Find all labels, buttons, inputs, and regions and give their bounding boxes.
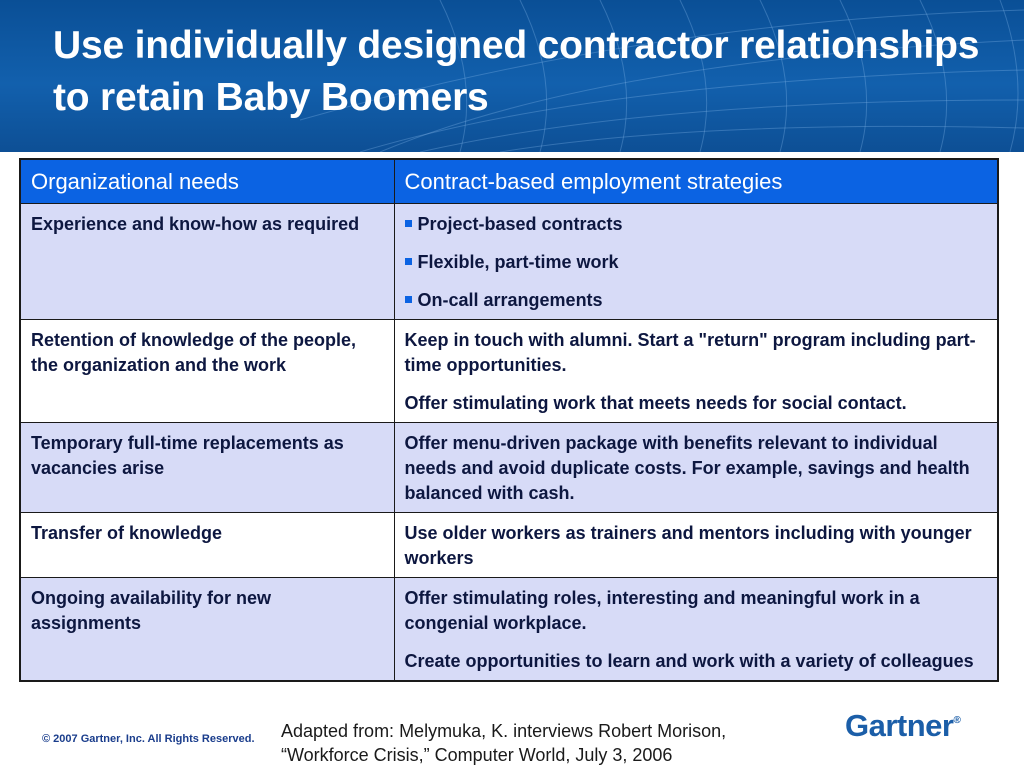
column-header-needs: Organizational needs bbox=[20, 159, 394, 204]
need-cell: Retention of knowledge of the people, the organization and the work bbox=[20, 320, 394, 423]
slide-title: Use individually designed contractor relationships to retain Baby Boomers bbox=[53, 24, 980, 119]
strategy-cell bbox=[394, 320, 998, 423]
need-cell: Transfer of knowledge bbox=[20, 513, 394, 578]
gartner-logo bbox=[845, 708, 960, 744]
square-bullet-icon bbox=[405, 220, 412, 227]
copyright-notice: © 2007 Gartner, Inc. All Rights Reserved. bbox=[42, 733, 255, 745]
strategy-bullet: On-call arrangements bbox=[405, 288, 988, 313]
strategy-cell bbox=[394, 578, 998, 682]
header-banner bbox=[0, 0, 1024, 152]
square-bullet-icon bbox=[405, 296, 412, 303]
logo-text: Gartner bbox=[845, 708, 954, 743]
table-row bbox=[20, 578, 998, 682]
strategy-cell bbox=[394, 423, 998, 513]
table-row bbox=[20, 423, 998, 513]
strategy-paragraph: Create opportunities to learn and work with a variety of colleagues bbox=[404, 651, 974, 671]
table-row bbox=[20, 204, 998, 320]
source-line-1: Adapted from: Melymuka, K. interviews Robert Morison, bbox=[281, 721, 727, 741]
strategy-paragraph: Offer stimulating roles, interesting and meaningful work in a congenial workplace. bbox=[404, 588, 920, 633]
strategy-paragraph: Use older workers as trainers and mentors including with younger workers bbox=[404, 523, 972, 568]
strategy-paragraph: Offer menu-driven package with benefits relevant to individual needs and avoid duplicate costs. For example, savings and health balanced with cash. bbox=[404, 433, 970, 503]
table-row bbox=[20, 320, 998, 423]
registered-mark: ® bbox=[953, 714, 961, 726]
square-bullet-icon bbox=[405, 258, 412, 265]
strategies-table bbox=[19, 158, 999, 682]
need-cell: Experience and know-how as required bbox=[20, 204, 394, 320]
table-header-row bbox=[20, 159, 998, 204]
strategy-cell bbox=[394, 204, 998, 320]
source-line-2: “Workforce Crisis,” Computer World, July 3, 2006 bbox=[281, 745, 673, 765]
strategies-table-container bbox=[19, 158, 997, 682]
table-row bbox=[20, 513, 998, 578]
source-citation bbox=[281, 719, 801, 767]
need-cell: Temporary full-time replacements as vacancies arise bbox=[20, 423, 394, 513]
strategy-paragraph: Offer stimulating work that meets needs for social contact. bbox=[404, 393, 907, 413]
strategy-paragraph: Keep in touch with alumni. Start a "return" program including part-time opportunities. bbox=[404, 330, 976, 375]
strategy-bullet: Flexible, part-time work bbox=[405, 250, 988, 275]
strategy-bullet: Project-based contracts bbox=[405, 212, 988, 237]
need-cell: Ongoing availability for new assignments bbox=[20, 578, 394, 682]
column-header-strategies: Contract-based employment strategies bbox=[394, 159, 998, 204]
strategy-cell bbox=[394, 513, 998, 578]
